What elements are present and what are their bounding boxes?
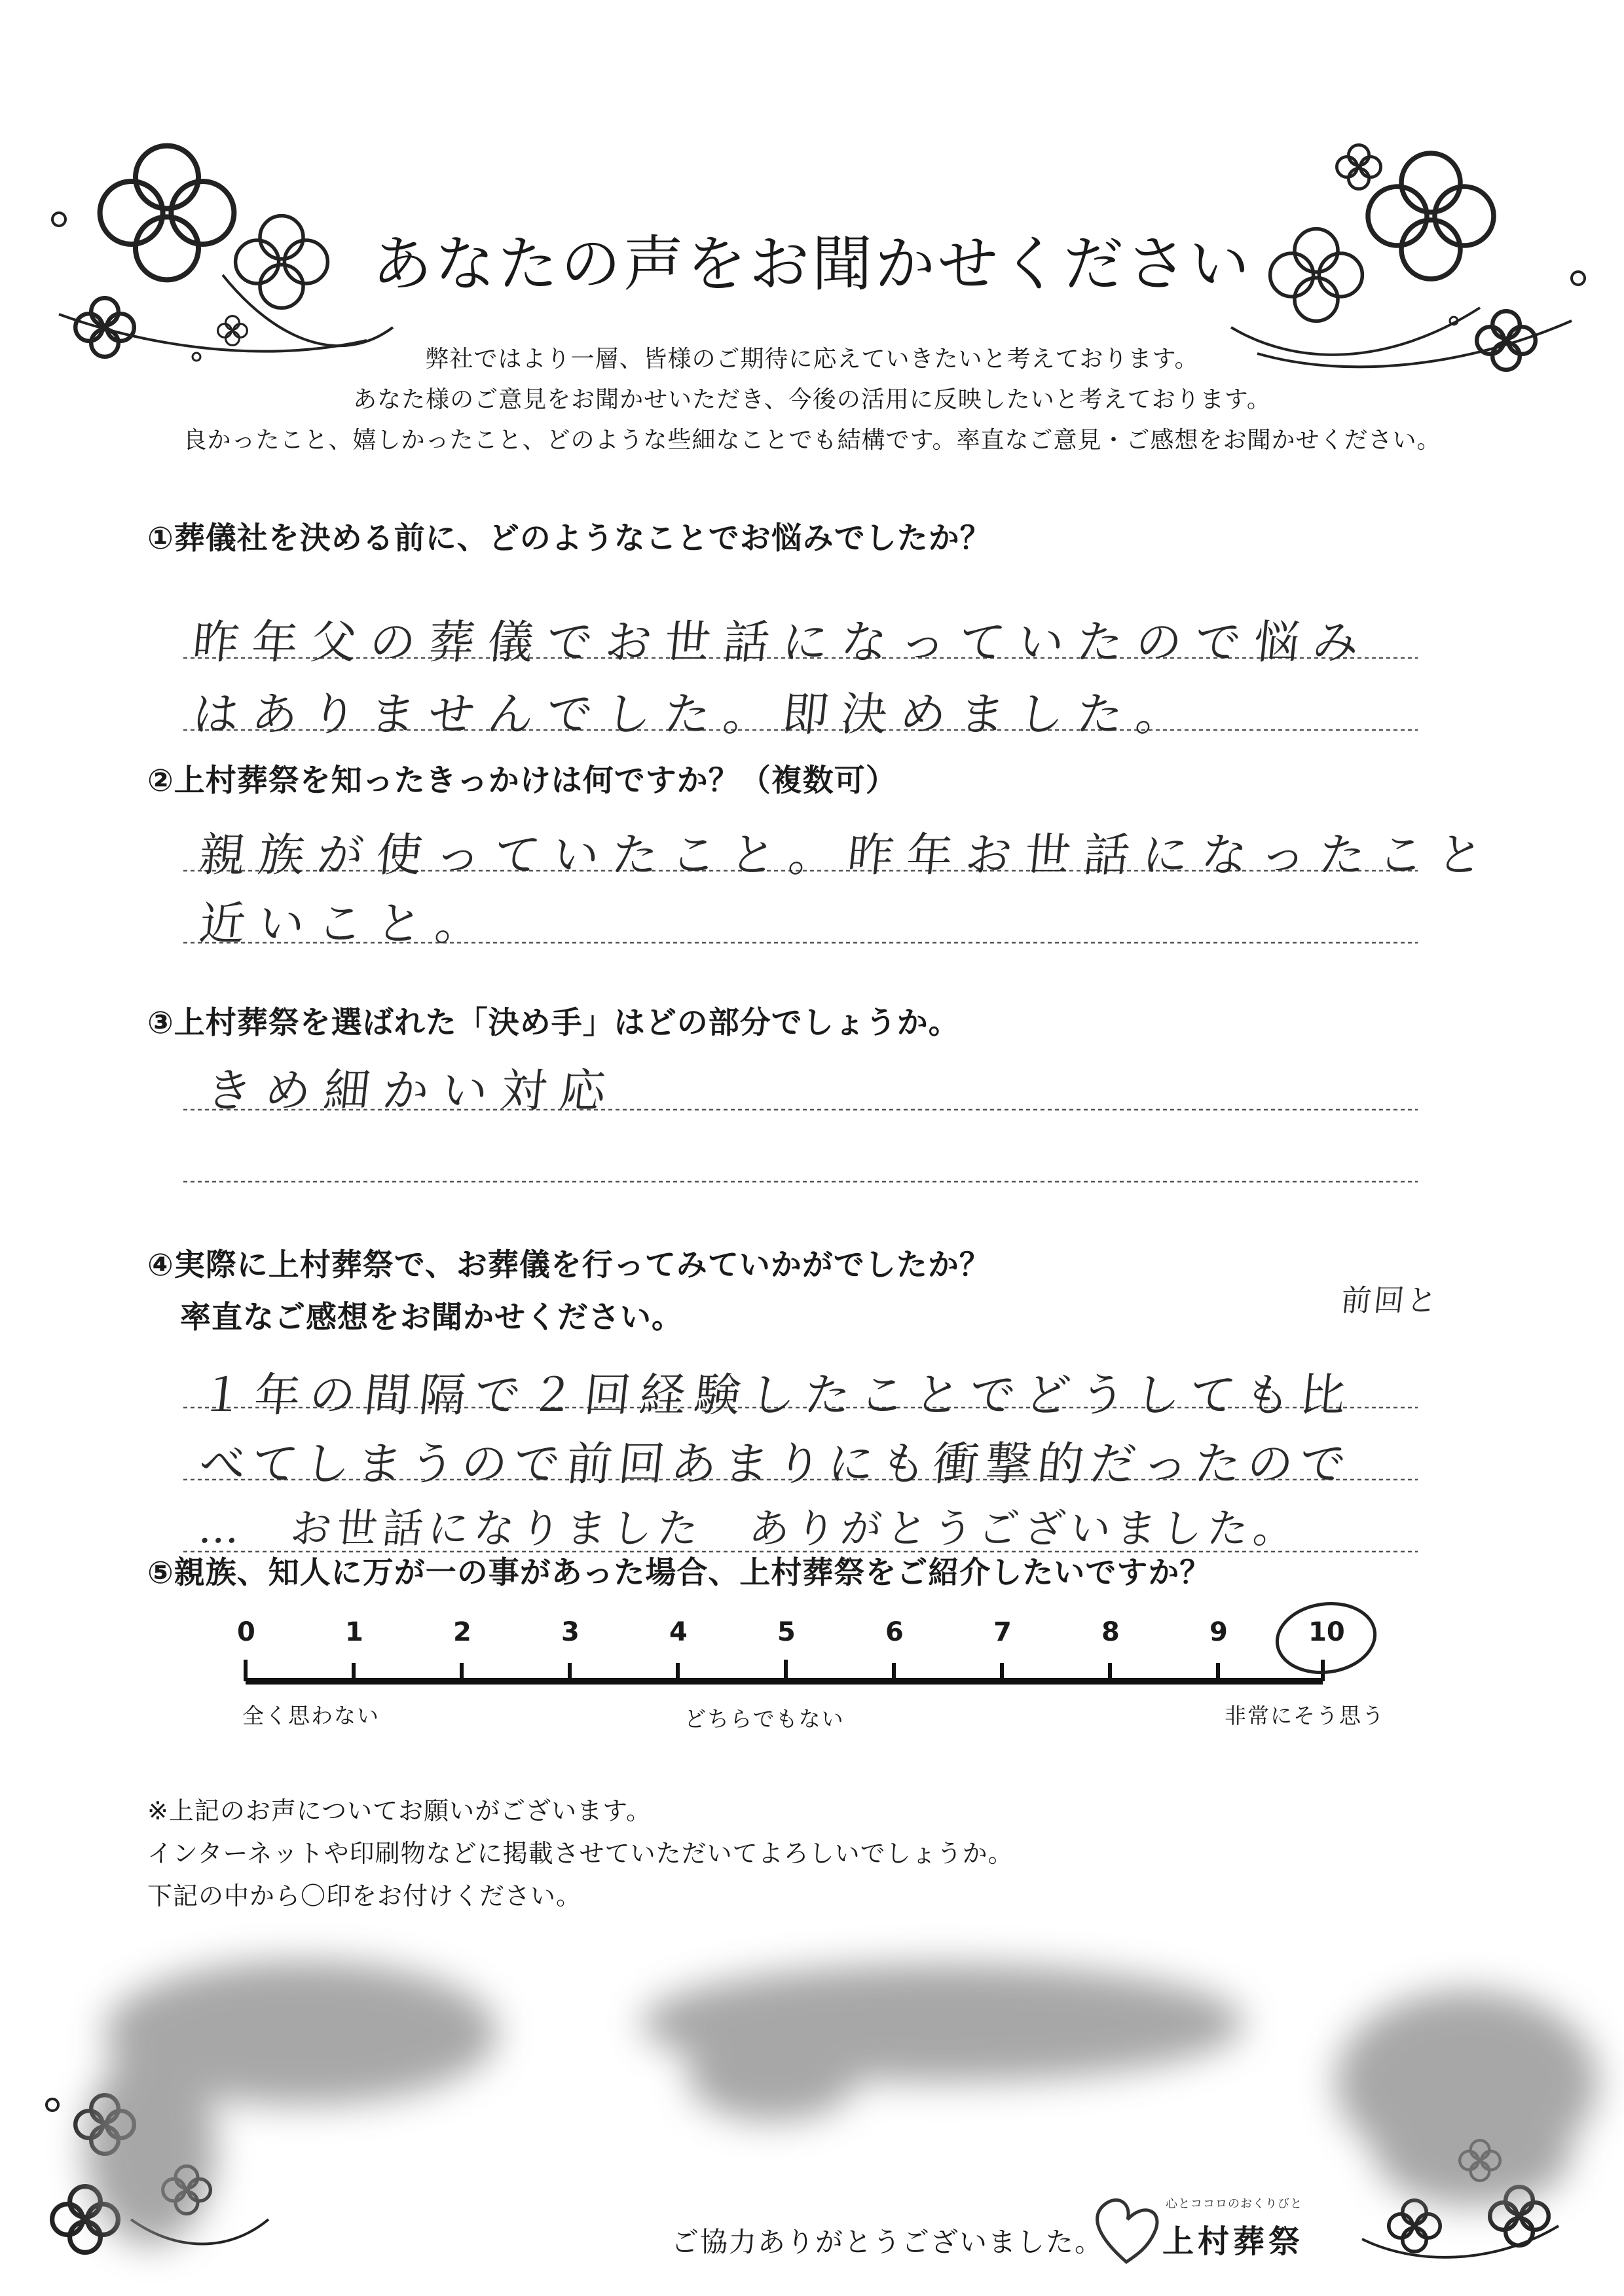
note-line: ※上記のお声についてお願いがございます。 <box>147 1796 652 1825</box>
intro-line: 良かったこと、嬉しかったこと、どのような些細なことでも結構です。率直なご意見・ご感想をお聞かせください。 <box>183 427 1441 454</box>
answer-4-line-2: べてしまうので前回あまりにも衝撃的だったので <box>196 1437 1356 1491</box>
question-3: ③上村葬祭を選ばれた「決め手」はどの部分でしょうか。 <box>147 1005 960 1041</box>
scale-number-9: 9 <box>1209 1617 1228 1647</box>
scale-number-3: 3 <box>561 1617 580 1647</box>
question-1: ①葬儀社を決める前に、どのようなことでお悩みでしたか？ <box>147 520 991 556</box>
answer-2-line-2: 近いこと。 <box>196 897 498 951</box>
question-4-sub: 率直なご感想をお聞かせください。 <box>180 1300 683 1336</box>
answer-4-line-3: … お世話になりました ありがとうございました。 <box>196 1504 1302 1552</box>
answer-3-line-1: きめ細かい対応 <box>203 1064 622 1118</box>
scale-number-8: 8 <box>1101 1617 1120 1647</box>
scale-number-0: 0 <box>237 1617 255 1647</box>
note-line: 下記の中から〇印をお付けください。 <box>147 1882 582 1910</box>
scale-number-10: 10 <box>1308 1617 1345 1647</box>
logo-tagline: 心とココロのおくりびと <box>1166 2197 1302 2211</box>
scale-number-1: 1 <box>345 1617 363 1647</box>
scale-label-high: 非常にそう思う <box>1225 1703 1385 1728</box>
scale-number-2: 2 <box>453 1617 471 1647</box>
heart-logo-icon <box>1098 2200 1157 2262</box>
page-title: あなたの声をお聞かせください <box>371 229 1252 299</box>
question-5: ⑤親族、知人に万が一の事があった場合、上村葬祭をご紹介したいですか？ <box>147 1555 1211 1591</box>
answer-2-line-1: 親族が使っていたこと。昨年お世話になったこと <box>196 828 1500 882</box>
thanks-message: ご協力ありがとうございました。 <box>671 2226 1104 2258</box>
scale-number-4: 4 <box>669 1617 688 1647</box>
question-2: ②上村葬祭を知ったきっかけは何ですか？（複数可） <box>147 763 897 799</box>
answer-4-line-1: １年の間隔で２回経験したことでどうしても比 <box>196 1368 1358 1422</box>
scale-label-mid: どちらでもない <box>684 1706 845 1732</box>
scale-number-6: 6 <box>885 1617 904 1647</box>
note-line: インターネットや印刷物などに掲載させていただいてよろしいでしょうか。 <box>147 1839 1014 1868</box>
scale-number-7: 7 <box>993 1617 1012 1647</box>
scale-label-low: 全く思わない <box>242 1703 380 1728</box>
question-4: ④実際に上村葬祭で、お葬儀を行ってみていかがでしたか？ <box>147 1247 991 1283</box>
answer-1-line-2: はありませんでした。即決めました。 <box>190 687 1198 741</box>
intro-line: あなた様のご意見をお聞かせいただき、今後の活用に反映したいと考えております。 <box>353 386 1271 413</box>
intro-line: 弊社ではより一層、皆様のご期待に応えていきたいと考えております。 <box>425 346 1199 373</box>
scale-number-5: 5 <box>777 1617 796 1647</box>
answer-4-insert: 前回と <box>1339 1283 1441 1318</box>
answer-1-line-1: 昨年父の葬儀でお世話になっていたので悩み <box>190 615 1375 669</box>
logo-name: 上村葬祭 <box>1162 2223 1304 2260</box>
redacted-area <box>85 1961 1598 2246</box>
rating-scale-bar <box>246 1660 1323 1681</box>
